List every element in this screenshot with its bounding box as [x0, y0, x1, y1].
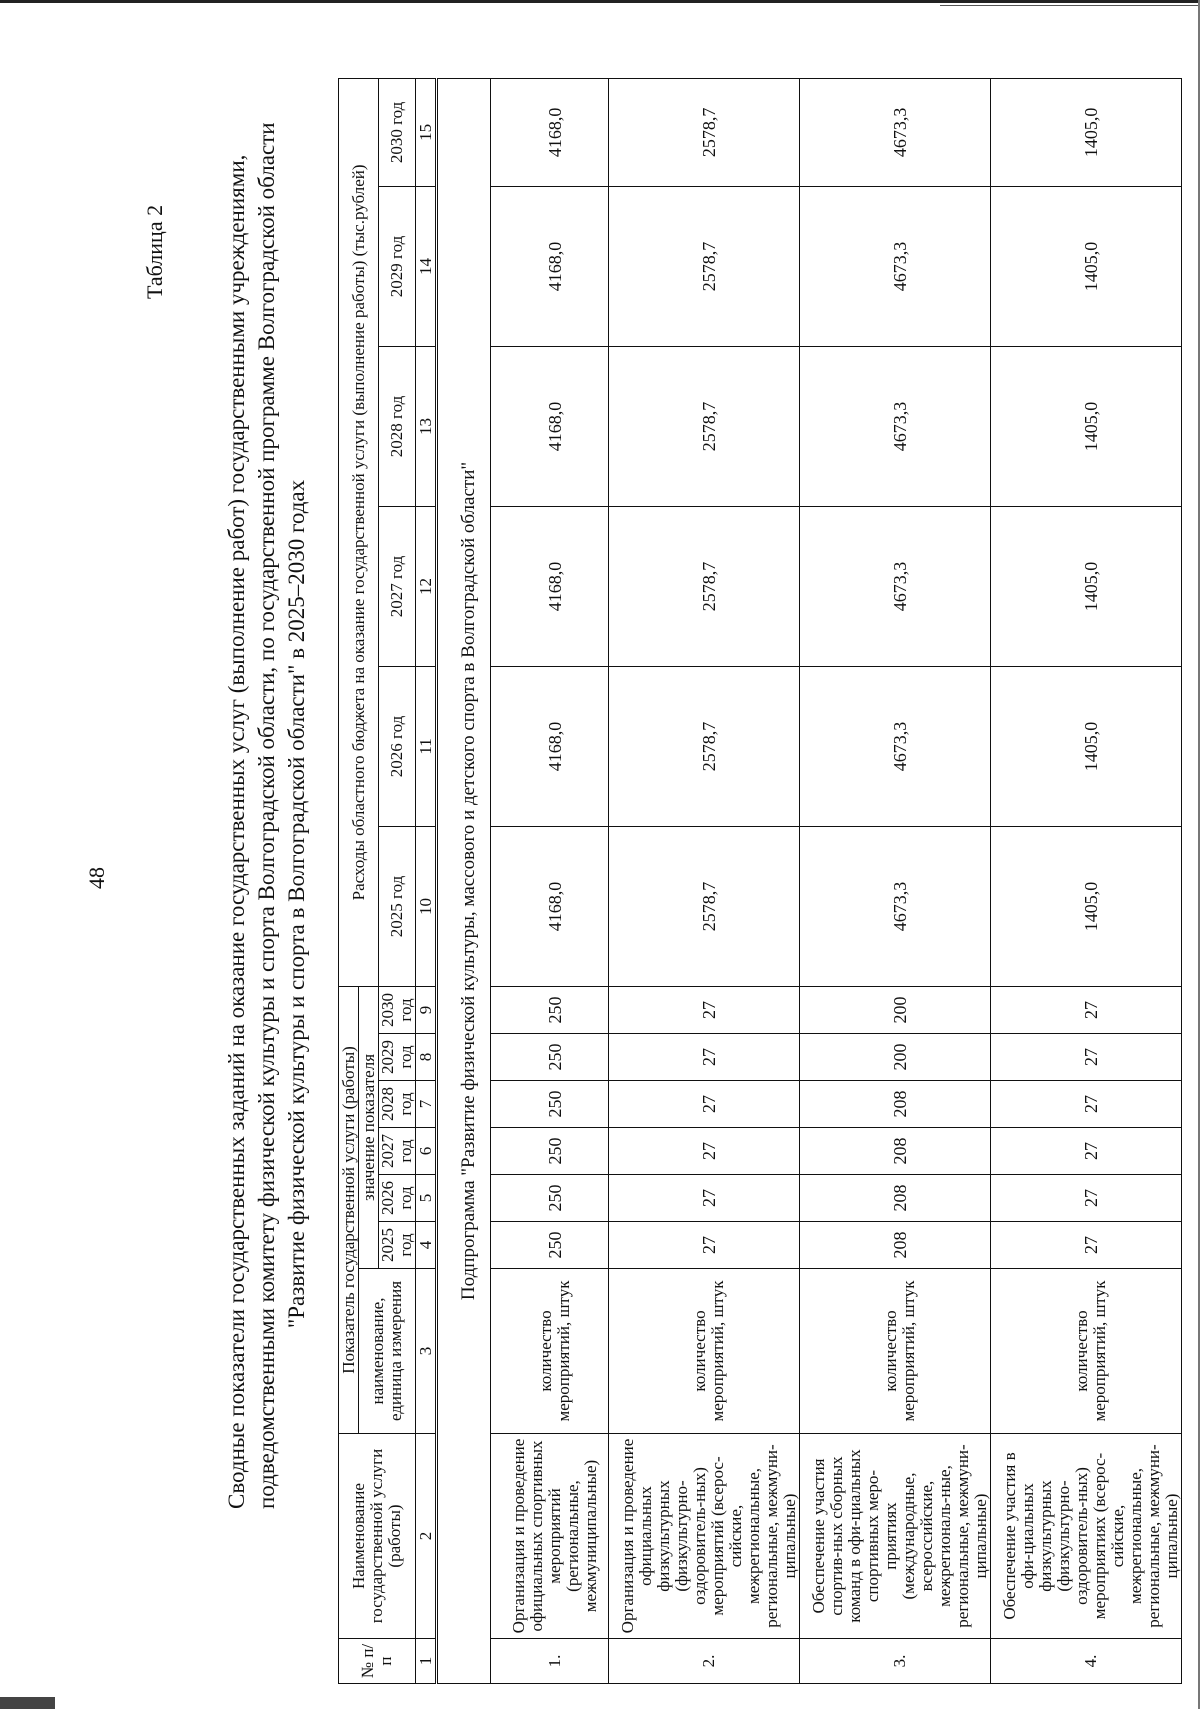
header-year: 2028 год	[379, 346, 416, 506]
row-num: 1.	[491, 1639, 609, 1684]
header-year: 2027 год	[379, 506, 416, 666]
row-value: 27	[991, 1081, 1182, 1128]
row-value: 27	[609, 1081, 800, 1128]
column-number: 6	[416, 1128, 437, 1175]
header-year: 2029 год	[379, 1034, 416, 1081]
row-unit: количество мероприятий, штук	[991, 1269, 1182, 1434]
row-value: 250	[491, 1128, 609, 1175]
subprogram-title: Подпрограмма "Развитие физической культуры, массового и детского спорта в Волгоградской области"	[437, 78, 491, 1683]
row-expense: 1405,0	[991, 186, 1182, 346]
row-expense: 1405,0	[991, 346, 1182, 506]
header-value-group: значение показателя	[359, 986, 379, 1268]
row-value: 27	[991, 1222, 1182, 1269]
row-service-name: Организация и проведение официальных физкультурных (физкультурно-оздоровитель-ных) мероприятий (всерос-сийские, межрегиональные, региональные, межмуни-ципальные)	[609, 1434, 800, 1639]
row-value: 200	[800, 986, 991, 1033]
row-expense: 4168,0	[491, 666, 609, 826]
header-indicator-group: Показатель государственной услуги (работы)	[339, 986, 359, 1433]
row-value: 27	[609, 1175, 800, 1222]
row-expense: 2578,7	[609, 78, 800, 186]
column-number: 11	[416, 666, 437, 826]
row-value: 250	[491, 1222, 609, 1269]
row-expense: 2578,7	[609, 346, 800, 506]
row-expense: 4673,3	[800, 666, 991, 826]
row-expense: 2578,7	[609, 186, 800, 346]
row-value: 200	[800, 1034, 991, 1081]
row-expense: 4168,0	[491, 826, 609, 986]
row-unit: количество мероприятий, штук	[609, 1269, 800, 1434]
row-expense: 2578,7	[609, 506, 800, 666]
row-num: 2.	[609, 1639, 800, 1684]
row-unit: количество мероприятий, штук	[491, 1269, 609, 1434]
header-year: 2026 год	[379, 666, 416, 826]
row-value: 208	[800, 1128, 991, 1175]
row-value: 208	[800, 1081, 991, 1128]
header-year: 2030 год	[379, 986, 416, 1033]
row-value: 250	[491, 1034, 609, 1081]
row-value: 208	[800, 1222, 991, 1269]
row-expense: 1405,0	[991, 506, 1182, 666]
row-expense: 2578,7	[609, 826, 800, 986]
row-expense: 1405,0	[991, 826, 1182, 986]
header-year: 2025 год	[379, 826, 416, 986]
column-number: 8	[416, 1034, 437, 1081]
row-value: 27	[991, 1175, 1182, 1222]
row-value: 250	[491, 1081, 609, 1128]
row-expense: 4673,3	[800, 506, 991, 666]
column-number: 13	[416, 346, 437, 506]
indicators-table	[338, 78, 1182, 1684]
row-expense: 4168,0	[491, 346, 609, 506]
row-expense: 4168,0	[491, 78, 609, 186]
row-value: 27	[609, 1128, 800, 1175]
row-expense: 2578,7	[609, 666, 800, 826]
table-row	[491, 78, 609, 1683]
header-year: 2030 год	[379, 78, 416, 186]
row-value: 250	[491, 986, 609, 1033]
column-number: 12	[416, 506, 437, 666]
column-number: 5	[416, 1175, 437, 1222]
row-value: 27	[609, 1034, 800, 1081]
row-expense: 1405,0	[991, 78, 1182, 186]
table-row	[609, 78, 800, 1683]
column-number: 2	[416, 1434, 437, 1639]
row-value: 250	[491, 1175, 609, 1222]
row-service-name: Обеспечение участия в офи-циальных физкультурных (физкультурно-оздоровитель-ных) мероприятиях (всерос-сийские, межрегиональные, региональные, межмуни-ципальные)	[991, 1434, 1182, 1639]
header-service: Наименование государственной услуги (работы)	[339, 1434, 416, 1639]
row-value: 27	[991, 986, 1182, 1033]
title-line: подведомственными комитету физической культуры и спорта Волгоградской области, по государственной программе Волгоградской области	[254, 122, 279, 1509]
table-row	[800, 78, 991, 1683]
header-unit: наименование, единица измерения	[359, 1269, 416, 1434]
header-year: 2029 год	[379, 186, 416, 346]
document-title	[222, 122, 312, 1509]
row-expense: 4673,3	[800, 78, 991, 186]
header-num: № п/п	[339, 1639, 416, 1684]
header-year: 2028 год	[379, 1081, 416, 1128]
column-number: 7	[416, 1081, 437, 1128]
column-number: 10	[416, 826, 437, 986]
column-number: 1	[416, 1639, 437, 1684]
header-expense-group: Расходы областного бюджета на оказание государственной услуги (выполнение работы) (тыс.рублей)	[339, 78, 379, 986]
row-expense: 4673,3	[800, 346, 991, 506]
row-unit: количество мероприятий, штук	[800, 1269, 991, 1434]
row-service-name: Организация и проведение официальных спортивных мероприятий (региональные, межмуниципальные)	[491, 1434, 609, 1639]
column-numbers-row	[416, 78, 437, 1683]
row-value: 208	[800, 1175, 991, 1222]
row-expense: 1405,0	[991, 666, 1182, 826]
table-label: Таблица 2	[142, 204, 167, 299]
column-number: 9	[416, 986, 437, 1033]
column-number: 14	[416, 186, 437, 346]
row-value: 27	[991, 1128, 1182, 1175]
header-year: 2026 год	[379, 1175, 416, 1222]
column-number: 15	[416, 78, 437, 186]
column-number: 3	[416, 1269, 437, 1434]
row-expense: 4673,3	[800, 826, 991, 986]
row-value: 27	[609, 986, 800, 1033]
page-number: 48	[84, 867, 109, 889]
header-year: 2025 год	[379, 1222, 416, 1269]
row-service-name: Обеспечение участия спортив-ных сборных команд в офи-циальных спортивных меро-приятиях (международные, всероссийские, межрегиональ-ные, региональные, межмуни-ципальные)	[800, 1434, 991, 1639]
row-value: 27	[609, 1222, 800, 1269]
row-num: 4.	[991, 1639, 1182, 1684]
column-number: 4	[416, 1222, 437, 1269]
header-year: 2027 год	[379, 1128, 416, 1175]
subprogram-row	[437, 78, 491, 1683]
row-expense: 4673,3	[800, 186, 991, 346]
row-expense: 4168,0	[491, 506, 609, 666]
title-line: "Развитие физической культуры и спорта в Волгоградской области" в 2025–2030 годах	[284, 479, 309, 1329]
title-line: Сводные показатели государственных заданий на оказание государственных услуг (выполнение работ) государственными учреждениями,	[224, 154, 249, 1509]
row-expense: 4168,0	[491, 186, 609, 346]
row-value: 27	[991, 1034, 1182, 1081]
row-num: 3.	[800, 1639, 991, 1684]
table-row	[991, 78, 1182, 1683]
